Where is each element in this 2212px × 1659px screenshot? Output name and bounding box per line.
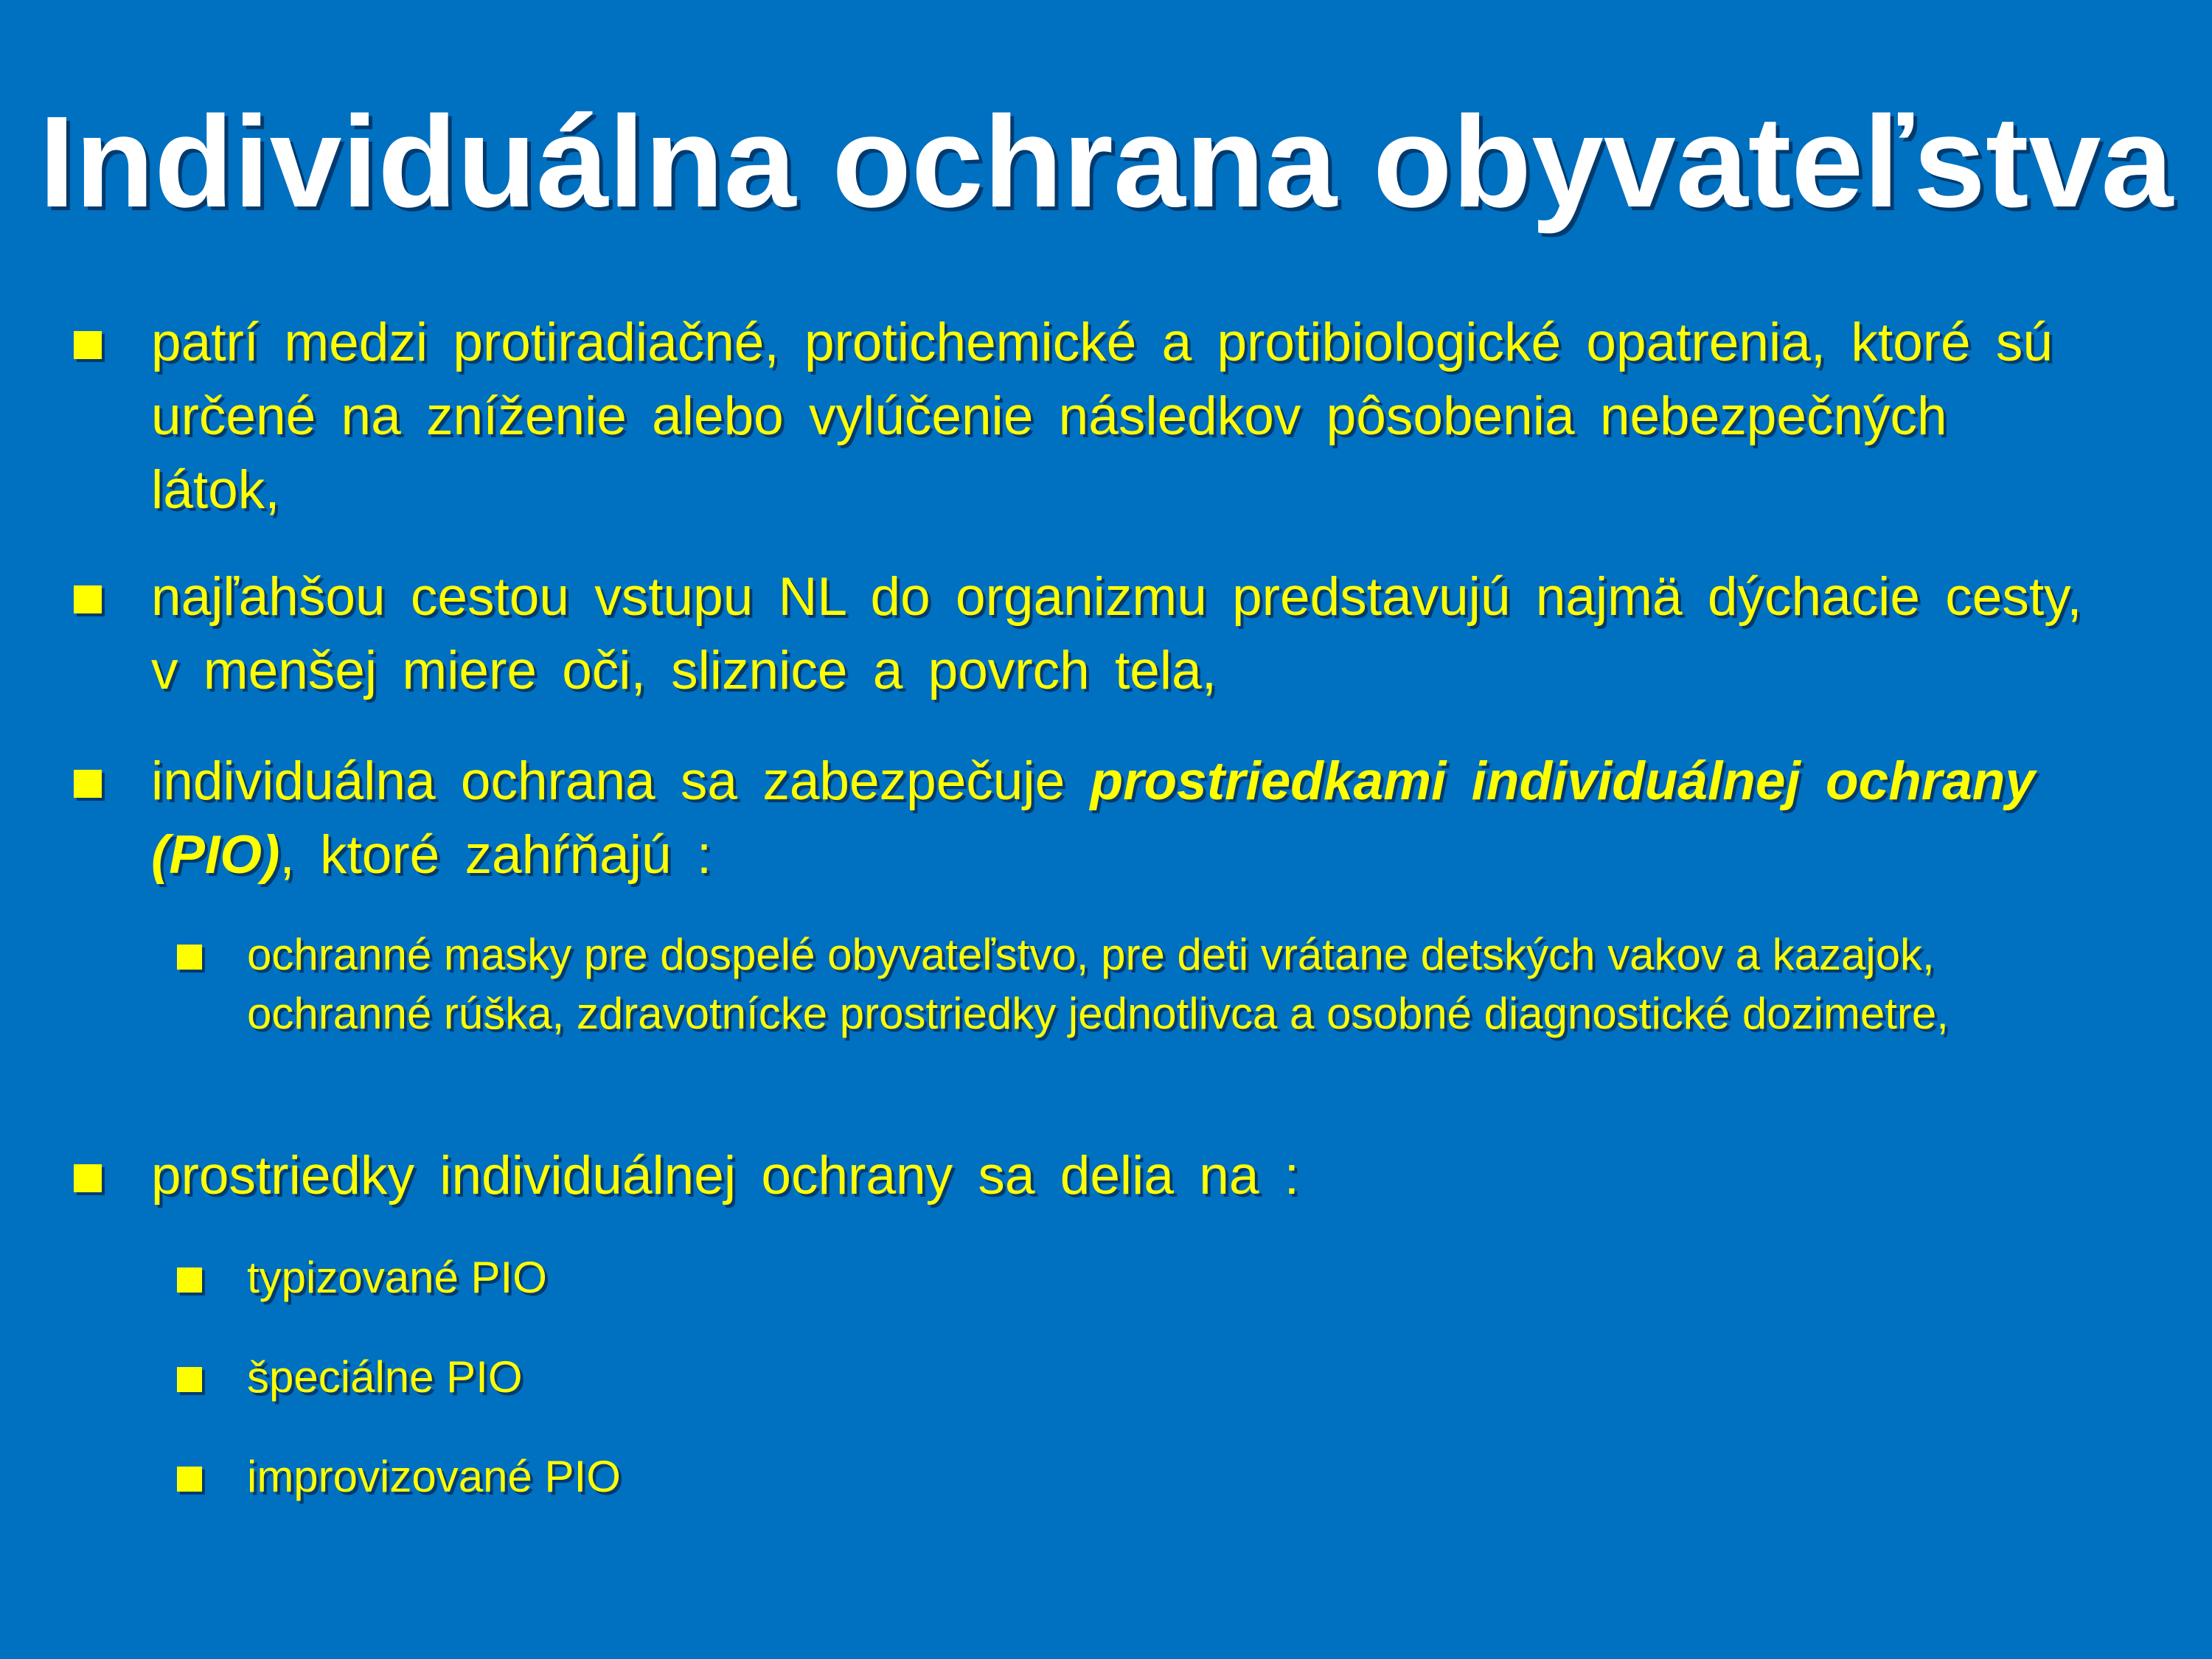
bullet-item <box>151 745 2098 892</box>
bullet-text: patrí medzi protiradiačné, protichemické a protibiologické opatrenia, ktoré sú určené na zníženie alebo vylúčenie následkov pôsobenia nebezpečných látok, <box>151 313 2053 520</box>
square-bullet-icon <box>74 331 102 359</box>
square-bullet-icon <box>177 1267 202 1293</box>
sub-bullet-item <box>247 1348 2017 1407</box>
bullet-text: , ktoré zahŕňajú : <box>279 825 712 885</box>
bullet-item <box>151 306 2098 527</box>
square-bullet-icon <box>74 770 102 798</box>
bullet-text: prostriedky individuálnej ochrany sa delia na : <box>151 1146 1300 1206</box>
sub-bullet-item <box>247 925 2017 1043</box>
bullet-item <box>151 1139 2098 1213</box>
sub-bullet-item <box>247 1447 2017 1506</box>
sub-bullet-text: typizované PIO <box>247 1253 547 1302</box>
square-bullet-icon <box>177 1467 202 1492</box>
sub-bullet-text: špeciálne PIO <box>247 1352 523 1402</box>
sub-bullet-text: improvizované PIO <box>247 1452 621 1501</box>
bullet-item <box>151 560 2098 708</box>
square-bullet-icon <box>177 1367 202 1392</box>
square-bullet-icon <box>74 1164 102 1192</box>
square-bullet-icon <box>74 585 102 613</box>
slide-title: Individuálna ochrana obyvateľstva <box>38 90 2174 234</box>
bullet-text: najľahšou cestou vstupu NL do organizmu predstavujú najmä dýchacie cesty, v menšej miere oči, sliznice a povrch tela, <box>151 567 2082 700</box>
sub-bullet-item <box>247 1248 2017 1307</box>
square-bullet-icon <box>177 945 202 970</box>
bullet-emphasis: prostriedkami individuálnej ochrany (PIO) <box>151 751 2035 885</box>
sub-bullet-text: ochranné masky pre dospelé obyvateľstvo, pre deti vrátane detských vakov a kazajok, ochranné rúška, zdravotnícke prostriedky jednotlivca a osobné diagnostické dozimetre, <box>247 930 1949 1038</box>
bullet-text: individuálna ochrana sa zabezpečuje <box>151 751 1091 811</box>
